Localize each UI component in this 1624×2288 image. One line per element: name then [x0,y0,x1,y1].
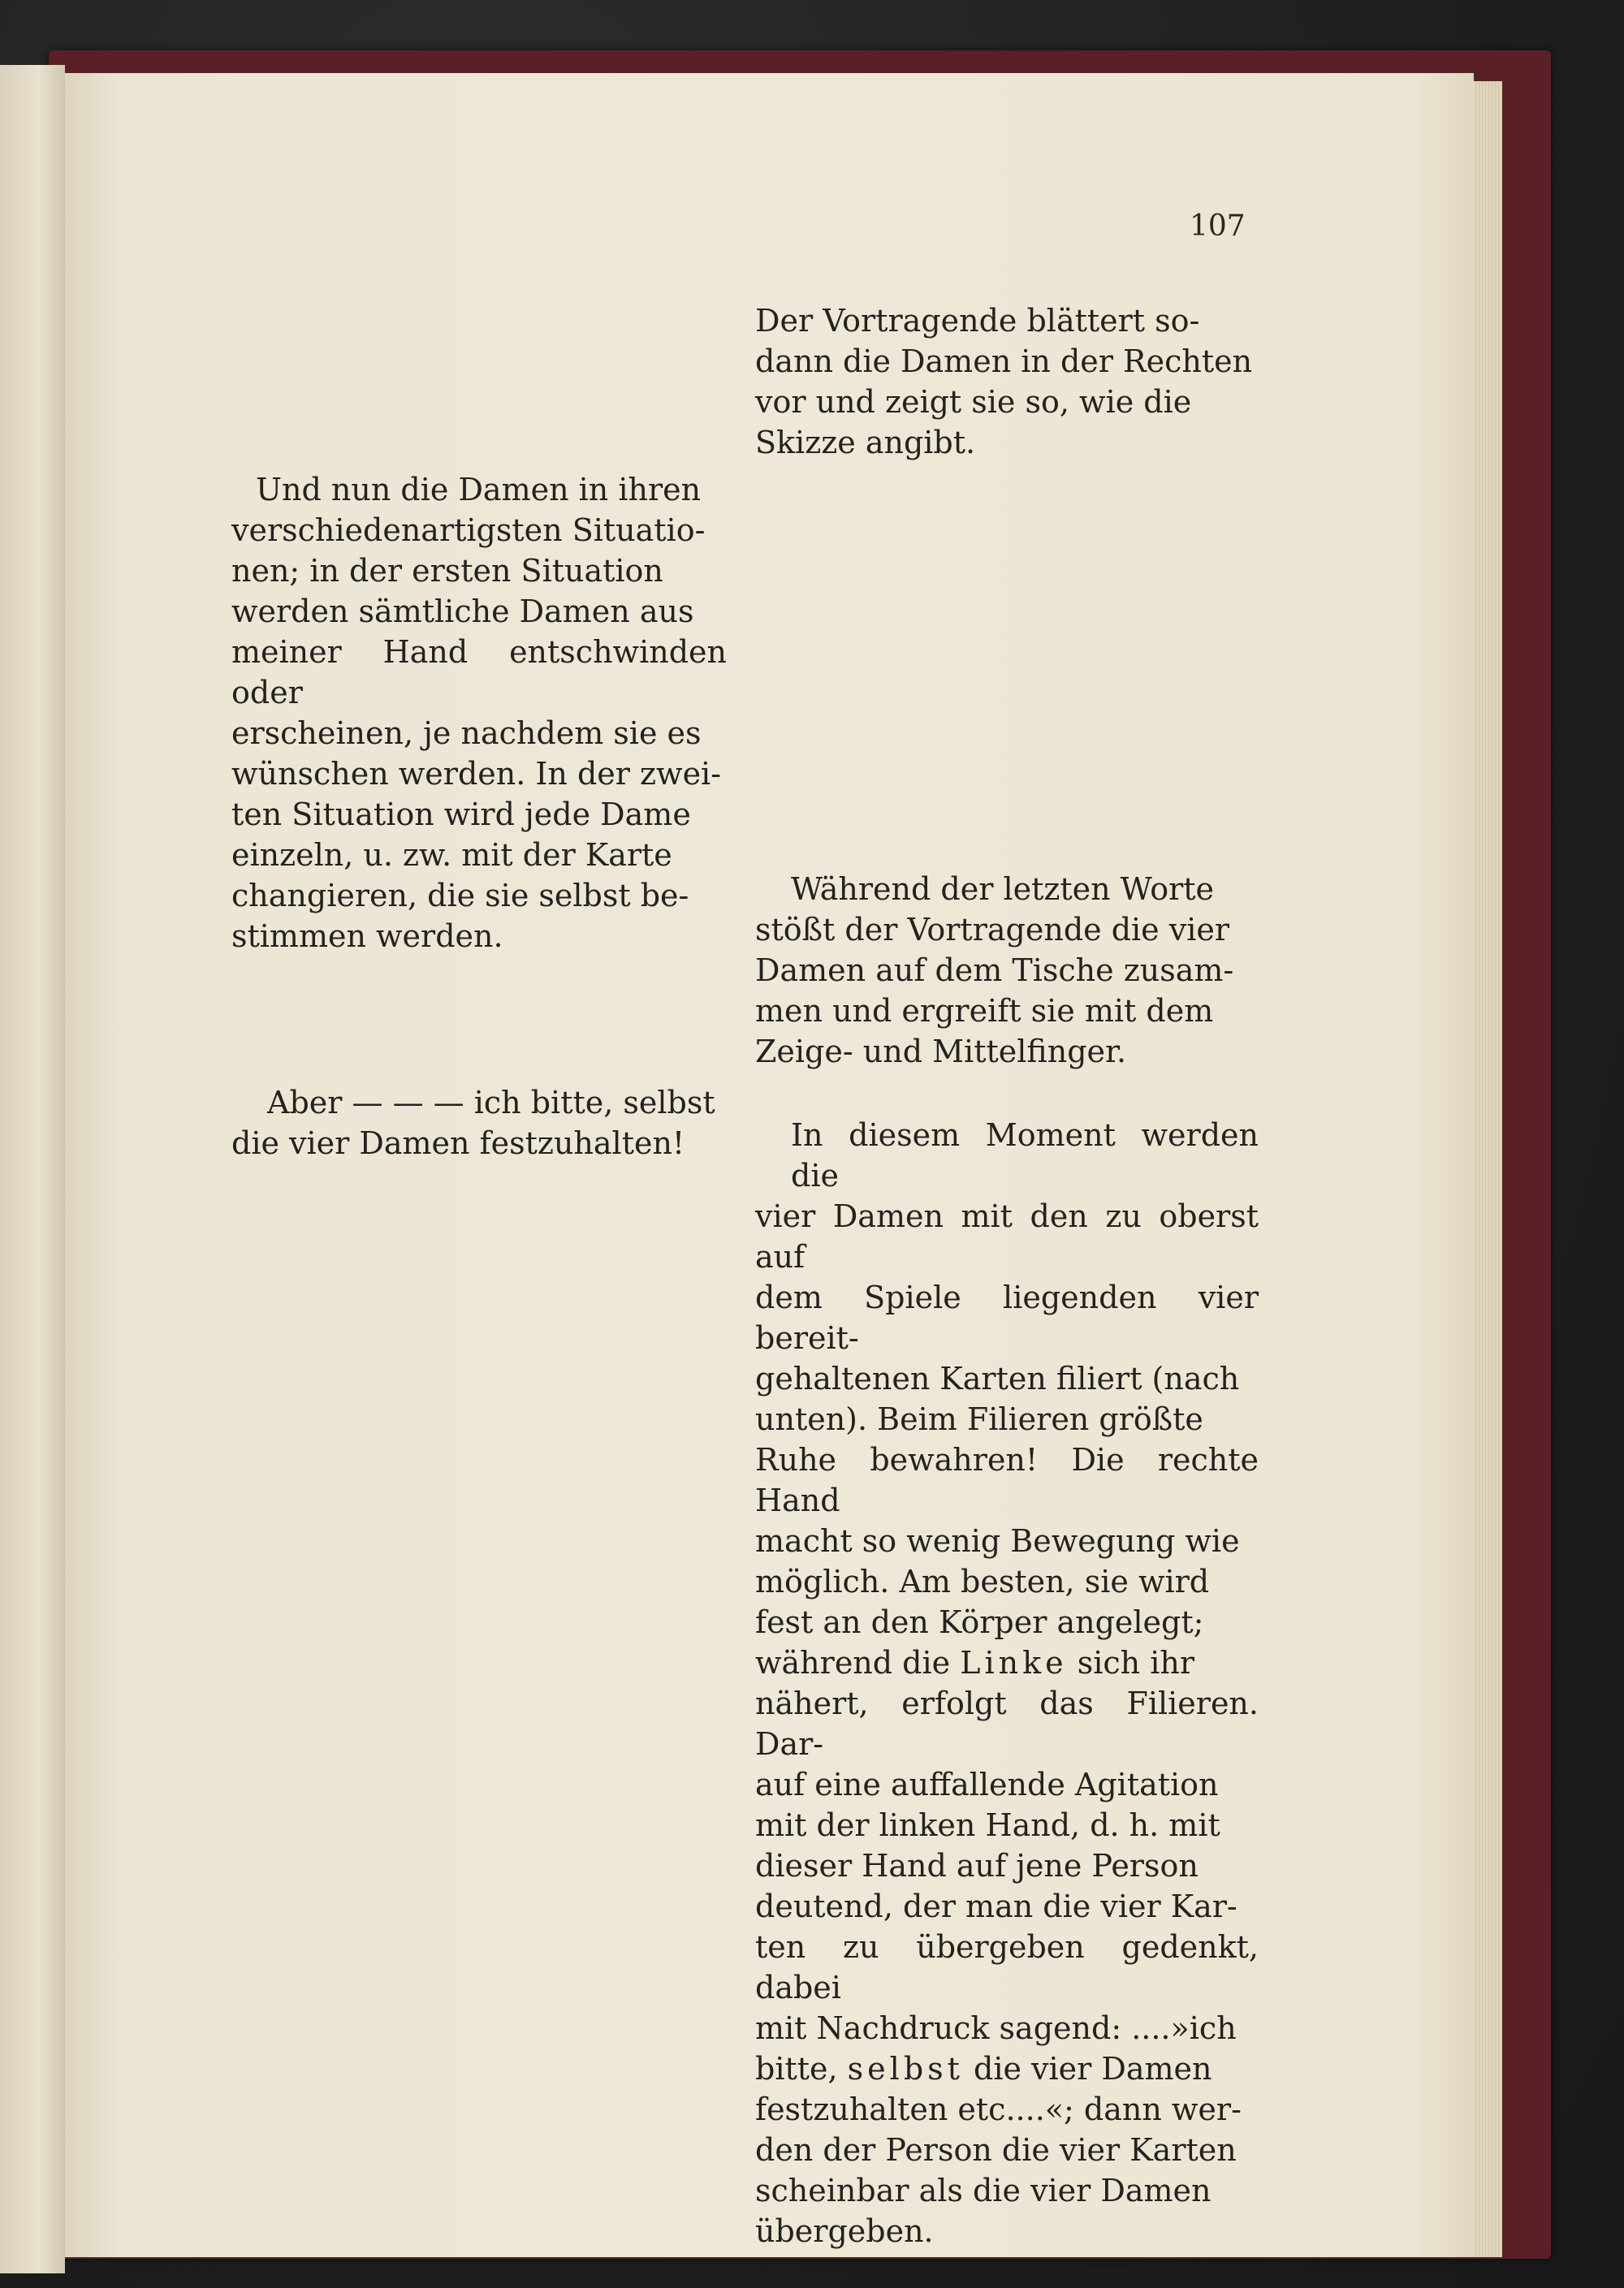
text-line: In diesem Moment werden die [791,1117,1259,1194]
text-line: Der Vortragende blättert so- [755,303,1200,339]
text-line: Und nun die Damen in ihren [256,472,702,507]
text-line: die vier Damen festzuhalten! [231,1125,685,1161]
text-line [755,2048,1259,2089]
facing-page-edge [0,65,65,2273]
text-line: vor und zeigt sie so, wie die [755,384,1192,420]
text-span: bitte, [755,2051,848,2087]
text-line: werden sämtliche Damen aus [231,594,694,629]
text-line: möglich. Am besten, sie wird [755,1564,1210,1599]
text-line: Während der letzten Worte [791,871,1214,907]
page-block-edges [1470,81,1502,2257]
text-line: men und ergreift sie mit dem [755,993,1214,1029]
text-line: meiner Hand entschwinden oder [231,634,727,710]
text-line: changieren, die sie selbst be- [231,878,689,913]
right-paragraph-1 [755,300,1259,463]
text-line: den der Person die vier Karten [755,2132,1237,2168]
text-line: gehaltenen Karten filiert (nach [755,1361,1240,1397]
text-line: fest an den Körper angelegt; [755,1604,1204,1640]
text-line: verschiedenartigsten Situatio- [231,512,706,548]
text-line: auf eine auffallende Agitation [755,1767,1219,1802]
page-number: 107 [1190,209,1246,243]
text-line: Damen auf dem Tische zusam- [755,952,1234,988]
right-paragraph-3 [755,1115,1259,2251]
text-line: erscheinen, je nachdem sie es [231,715,702,751]
text-line: dem Spiele liegenden vier bereit- [755,1280,1259,1356]
text-line: nähert, erfolgt das Filieren. Dar- [755,1686,1259,1762]
text-line: deutend, der man die vier Kar- [755,1889,1237,1924]
text-line: stimmen werden. [231,918,503,954]
text-span: die vier Damen [963,2051,1212,2087]
text-line: ten zu übergeben gedenkt, dabei [755,1929,1259,2005]
text-line: nen; in der ersten Situation [231,553,663,589]
text-line: übergeben. [755,2213,934,2249]
text-line: festzuhalten etc....«; dann wer- [755,2092,1242,2127]
emphasized-word: Linke [960,1645,1068,1681]
text-line: ten Situation wird jede Dame [231,796,691,832]
text-line: Ruhe bewahren! Die rechte Hand [755,1442,1259,1518]
text-line [755,1643,1259,1683]
emphasized-word: selbst [847,2051,964,2087]
left-paragraph-2 [231,1082,727,1163]
text-span: sich ihr [1067,1645,1194,1681]
text-line: dieser Hand auf jene Person [755,1848,1199,1884]
text-line: einzeln, u. zw. mit der Karte [231,837,672,873]
right-paragraph-2 [755,869,1259,1072]
text-line: unten). Beim Filieren größte [755,1401,1203,1437]
text-line: mit der linken Hand, d. h. mit [755,1807,1220,1843]
text-line: stößt der Vortragende die vier [755,912,1230,948]
text-line: scheinbar als die vier Damen [755,2173,1212,2208]
text-line: Skizze angibt. [755,425,976,460]
text-line: mit Nachdruck sagend: ....»ich [755,2010,1237,2046]
text-line: macht so wenig Bewegung wie [755,1523,1240,1559]
text-line: Aber — — — ich bitte, selbst [267,1085,715,1120]
text-line: wünschen werden. In der zwei- [231,756,722,792]
text-line: dann die Damen in der Rechten [755,343,1253,379]
text-line: Zeige- und Mittelfinger. [755,1034,1127,1069]
text-span: während die [755,1645,961,1681]
left-paragraph-1 [231,469,727,956]
text-line: vier Damen mit den zu oberst auf [755,1198,1259,1275]
